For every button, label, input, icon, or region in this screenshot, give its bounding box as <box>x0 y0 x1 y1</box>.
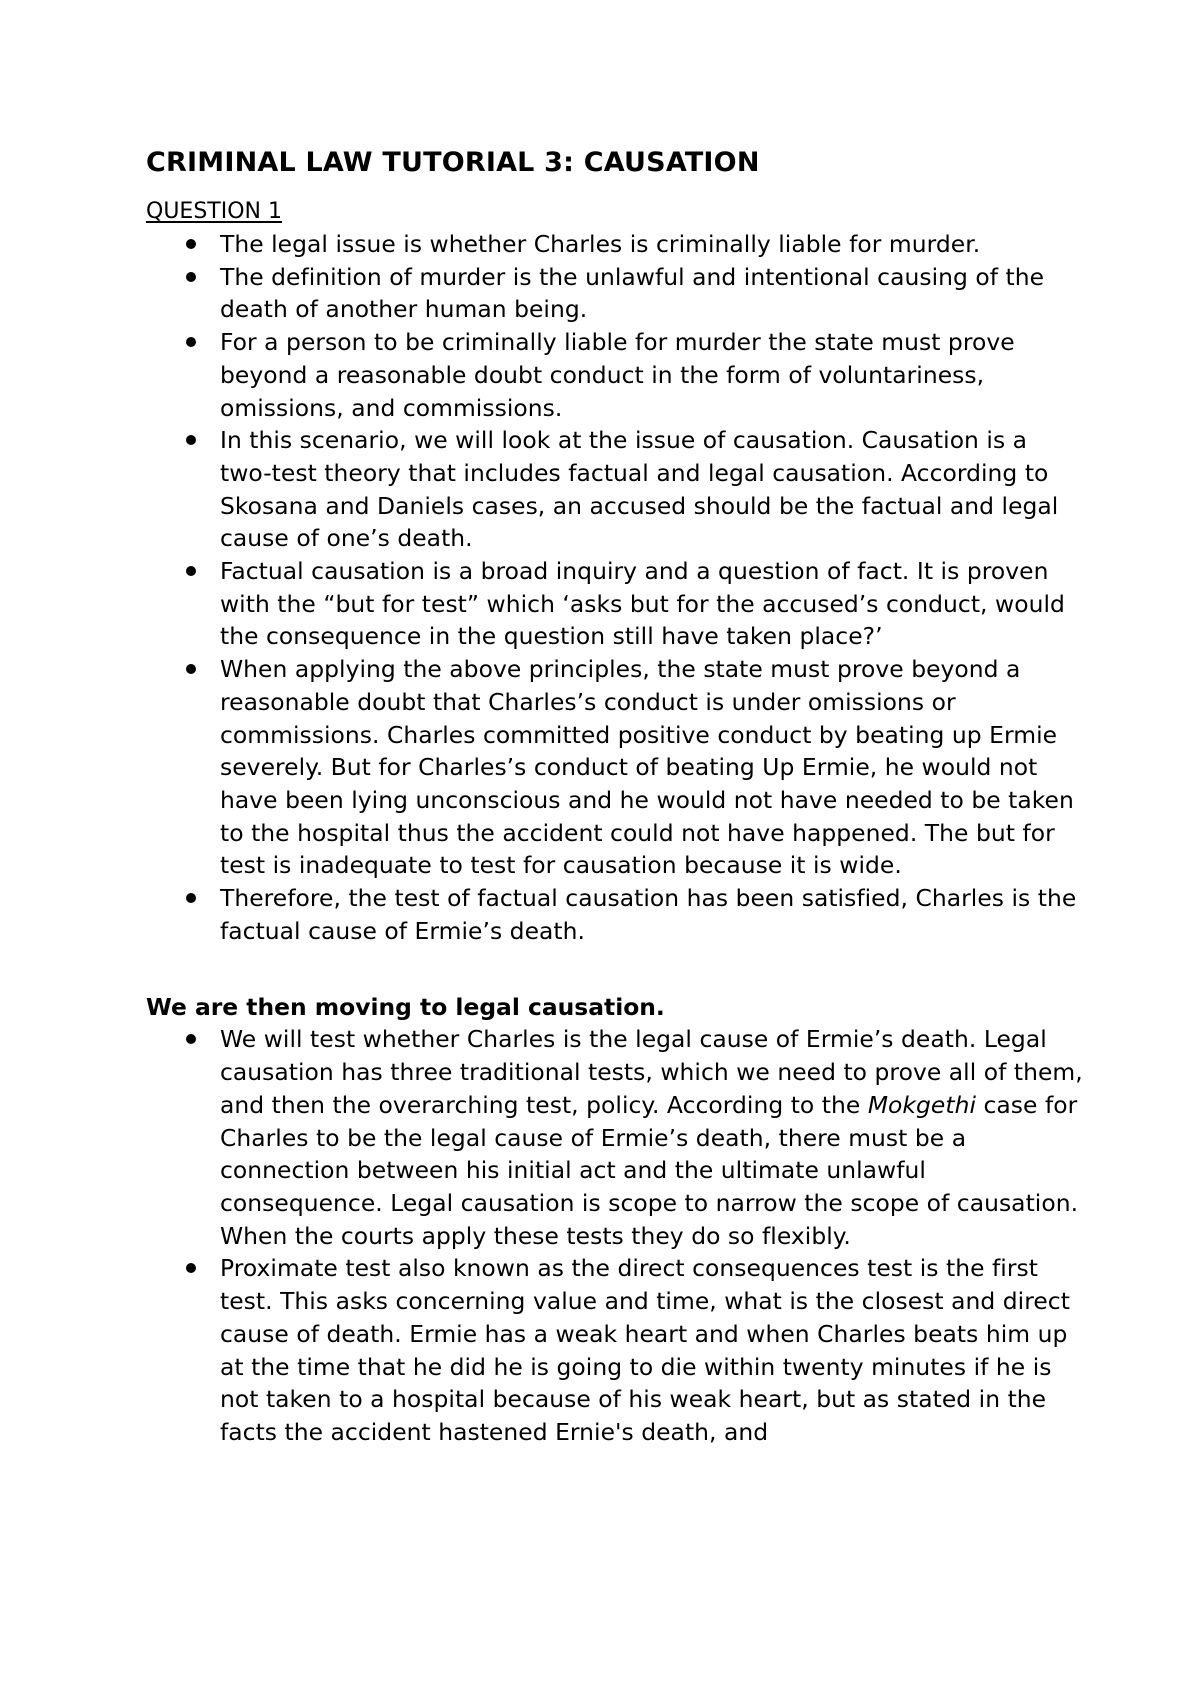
list-item <box>146 228 1086 261</box>
list-item-text-continued: case for Charles to be the legal cause of Ermie’s death, there must be a connection between his initial act and the ultimate unlawful consequence. Legal causation is scope to narrow the scope of causation. When the courts apply these tests they do so flexibly. <box>220 1090 1079 1250</box>
list-item-text: The legal issue is whether Charles is criminally liable for murder. <box>220 230 981 258</box>
list-item-text: For a person to be criminally liable for murder the state must prove beyond a reasonable doubt conduct in the form of voluntariness, omissions, and commissions. <box>220 328 1015 422</box>
document-title: CRIMINAL LAW TUTORIAL 3: CAUSATION <box>146 147 760 178</box>
list-item-text: We will test whether Charles is the legal cause of Ermie’s death. Legal causation has three traditional tests, which we need to prove all of them, and then the overarching test, policy. According to the <box>220 1025 1083 1119</box>
list-item-text: Proximate test also known as the direct consequences test is the first test. This asks concerning value and time, what is the closest and direct cause of death. Ermie has a weak heart and when Charles beats him up at the time that he did he is going to die within twenty minutes if he is not taken to a hospital because of his weak heart, but as stated in the facts the accident hastened Ernie's death, and <box>220 1254 1070 1446</box>
legal-causation-heading: We are then moving to legal causation. <box>146 993 665 1022</box>
case-name-mokgethi: Mokgethi <box>867 1090 976 1119</box>
factual-causation-list <box>146 228 1086 947</box>
bullet-icon <box>186 239 196 249</box>
list-item <box>146 555 1086 653</box>
list-item <box>146 653 1086 882</box>
list-item-text: Factual causation is a broad inquiry and a question of fact. It is proven with the “but for test” which ‘asks but for the accused’s conduct, would the consequence in the question still have taken place?’ <box>220 557 1065 651</box>
bullet-icon <box>186 1263 196 1273</box>
list-item <box>146 261 1086 326</box>
bullet-icon <box>186 1034 196 1044</box>
question-label: QUESTION 1 <box>146 199 282 224</box>
bullet-icon <box>186 566 196 576</box>
bullet-icon <box>186 435 196 445</box>
list-item-text: The definition of murder is the unlawful and intentional causing of the death of another human being. <box>220 262 1045 324</box>
bullet-icon <box>186 272 196 282</box>
list-item <box>146 1252 1086 1448</box>
list-item-text: When applying the above principles, the state must prove beyond a reasonable doubt that Charles’s conduct is under omissions or commissions. Charles committed positive conduct by beating up Ermie severely. But for Charles’s conduct of beating Up Ermie, he would not have been lying unconscious and he would not have needed to be taken to the hospital thus the accident could not have happened. The but for test is inadequate to test for causation because it is wide. <box>220 655 1074 880</box>
list-item <box>146 326 1086 424</box>
list-item-text: Therefore, the test of factual causation has been satisfied, Charles is the factual cause of Ermie’s death. <box>220 884 1077 945</box>
document-page <box>146 144 1086 1449</box>
list-item-text: In this scenario, we will look at the issue of causation. Causation is a two-test theory that includes factual and legal causation. According to Skosana and Daniels cases, an accused should be the factual and legal cause of one’s death. <box>220 426 1059 553</box>
bullet-icon <box>186 337 196 347</box>
bullet-icon <box>186 664 196 674</box>
bullet-icon <box>186 893 196 903</box>
list-item <box>146 1023 1086 1252</box>
legal-causation-list <box>146 1023 1086 1448</box>
list-item <box>146 424 1086 555</box>
list-item <box>146 882 1086 947</box>
